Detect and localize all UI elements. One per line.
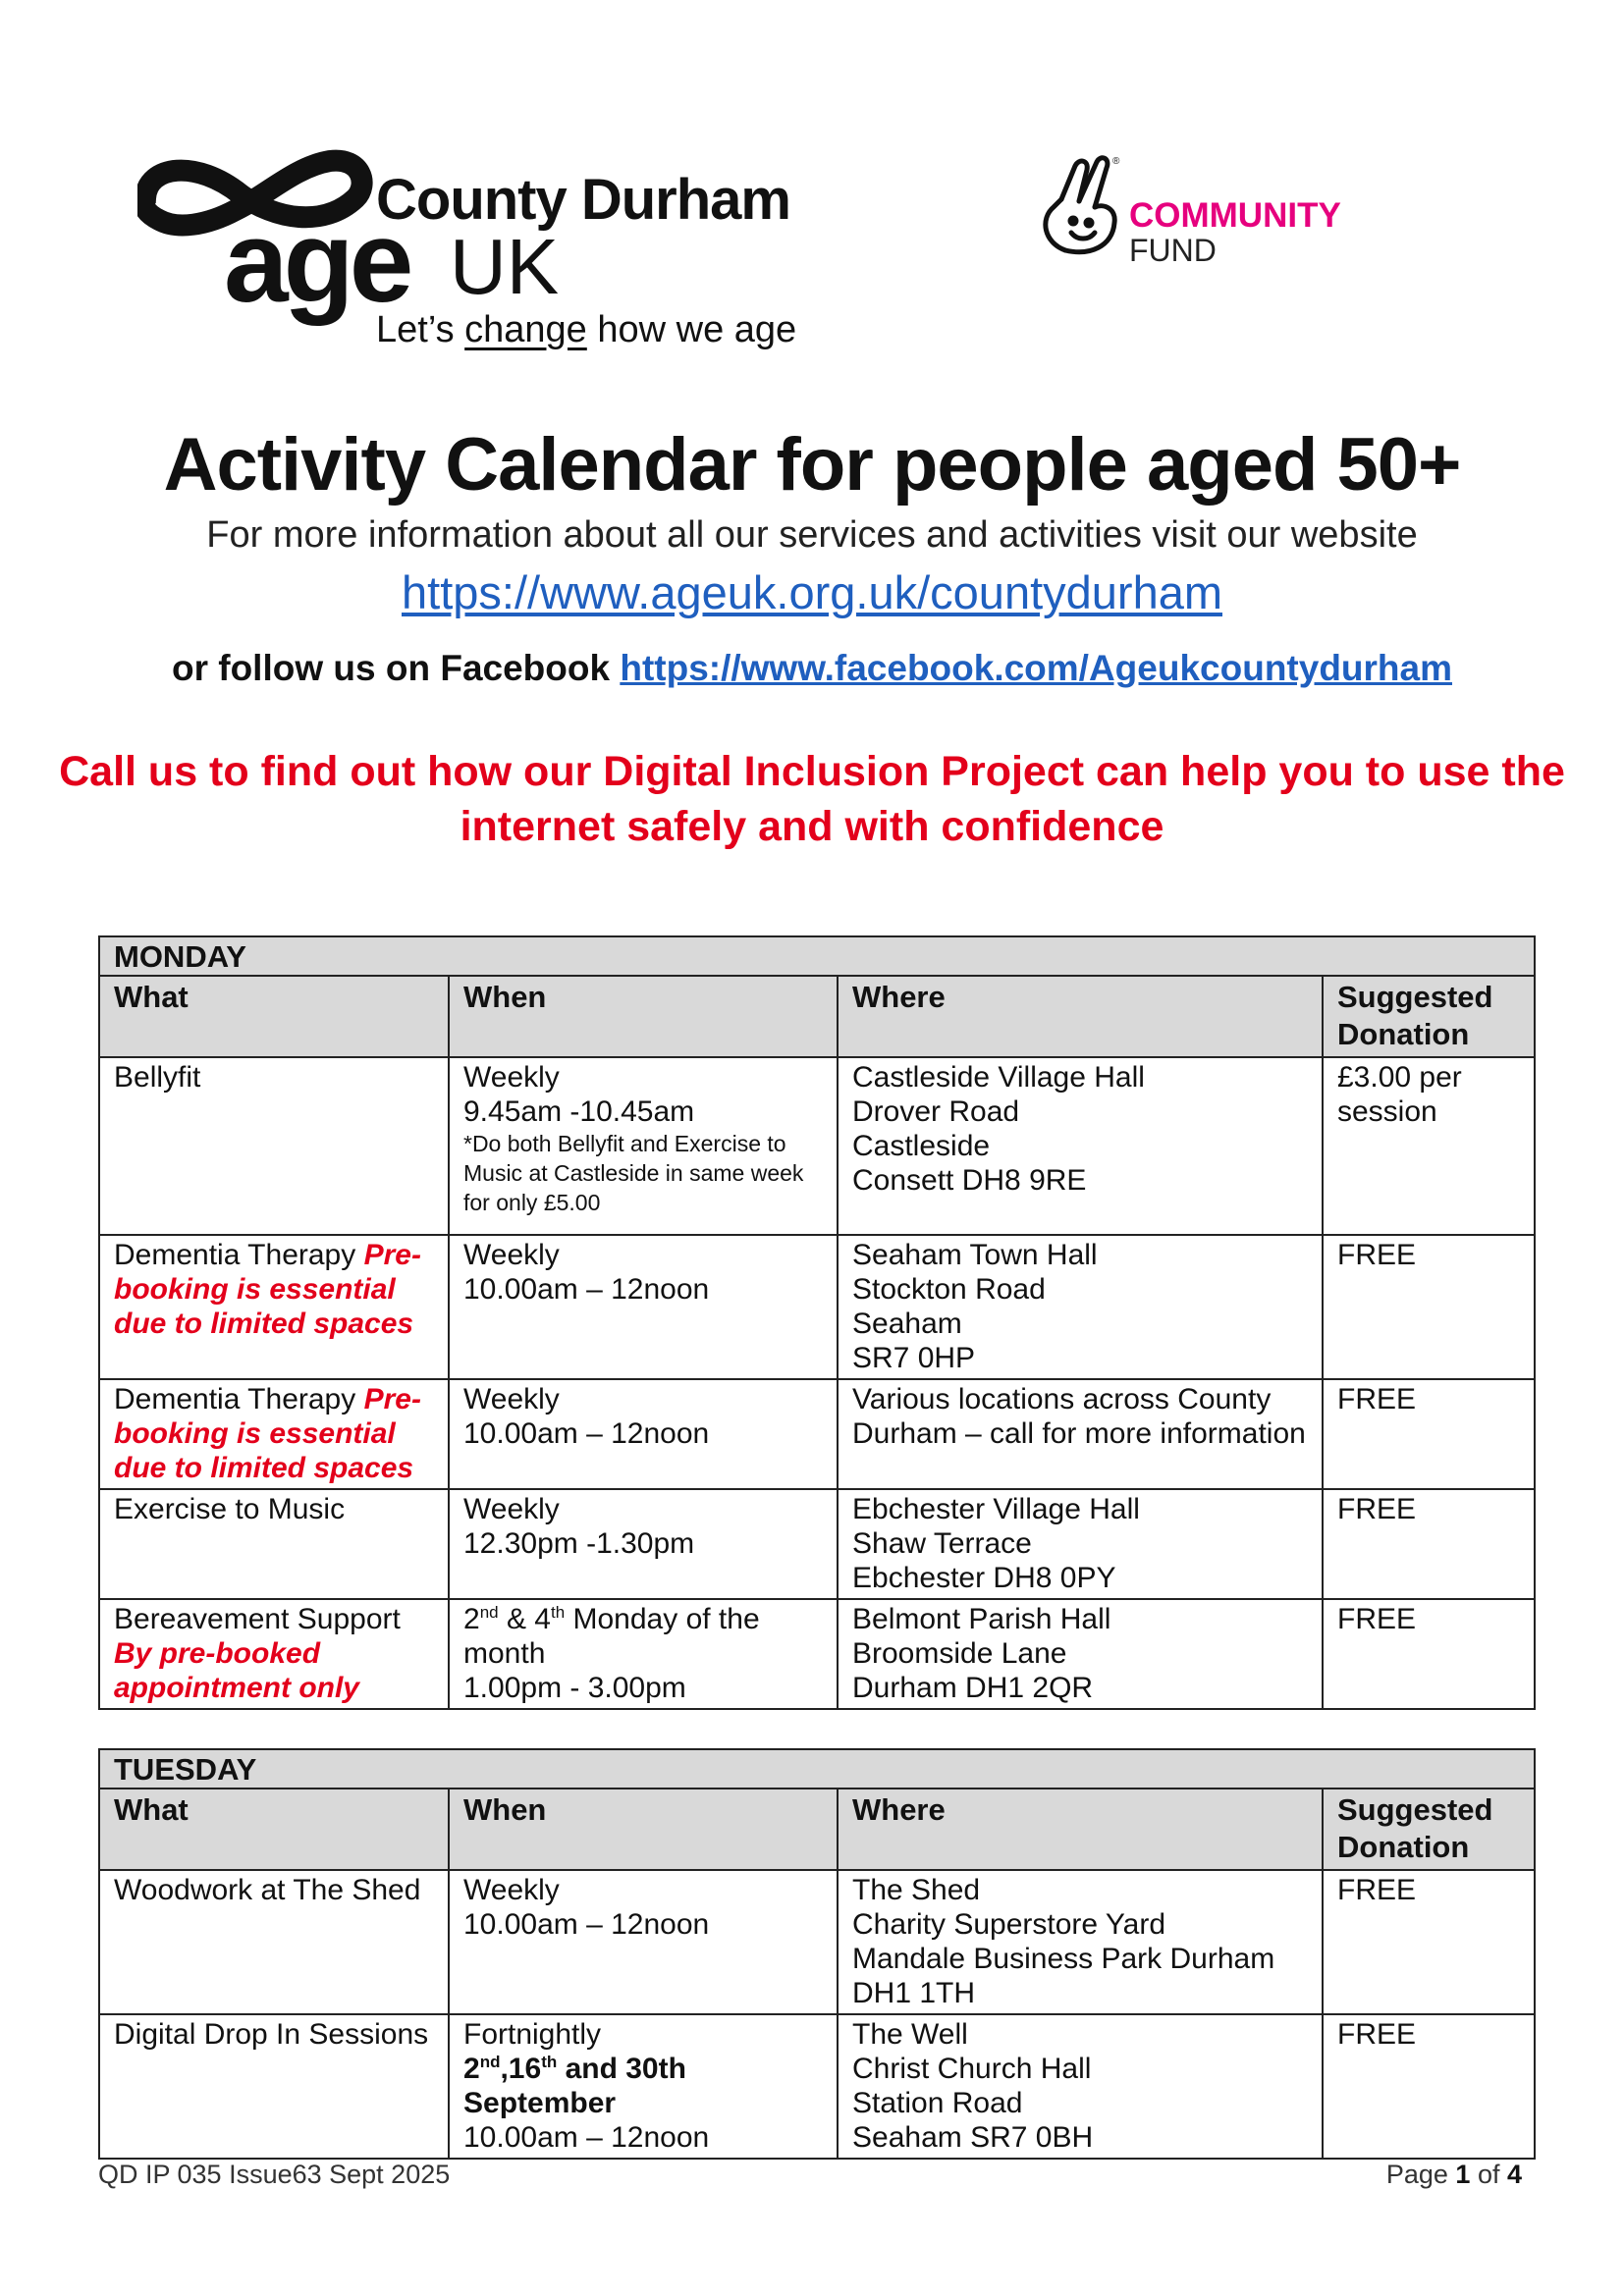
- cell-donation: £3.00 per session: [1323, 1057, 1535, 1235]
- cell-what: Bellyfit: [99, 1057, 449, 1235]
- cell-what: Dementia Therapy Pre-booking is essential due to limited spaces: [99, 1379, 449, 1489]
- age-uk-tagline: Let’s change how we age: [376, 309, 797, 350]
- cell-donation: FREE: [1323, 1489, 1535, 1599]
- column-header-row: [99, 976, 1535, 1057]
- col-where: Where: [838, 976, 1323, 1057]
- document-reference: QD IP 035 Issue63 Sept 2025: [98, 2160, 451, 2189]
- cell-when: Fortnightly 2nd,16th and 30th September 10.00am – 12noon: [449, 2014, 838, 2159]
- day-label: TUESDAY: [99, 1749, 1535, 1789]
- community-fund-line1: COMMUNITY: [1129, 196, 1341, 235]
- cell-donation: FREE: [1323, 1379, 1535, 1489]
- tuesday-table: [98, 1748, 1536, 2160]
- cell-donation: FREE: [1323, 1870, 1535, 2014]
- cell-what: Digital Drop In Sessions: [99, 2014, 449, 2159]
- cell-where: Ebchester Village Hall Shaw Terrace Ebchester DH8 0PY: [838, 1489, 1323, 1599]
- cell-when: Weekly 9.45am -10.45am *Do both Bellyfit and Exercise to Music at Castleside in same week for only £5.00: [449, 1057, 838, 1235]
- cell-where: Various locations across County Durham – call for more information: [838, 1379, 1323, 1489]
- community-fund-line2: FUND: [1129, 233, 1217, 268]
- table-row: [99, 1870, 1535, 2014]
- svg-text:®: ®: [1112, 156, 1120, 167]
- facebook-link[interactable]: https://www.facebook.com/Ageukcountydurham: [620, 648, 1453, 688]
- table-row: [99, 1057, 1535, 1235]
- website-link[interactable]: https://www.ageuk.org.uk/countydurham: [402, 566, 1222, 618]
- day-label: MONDAY: [99, 936, 1535, 976]
- table-row: [99, 1599, 1535, 1709]
- table-row: [99, 1379, 1535, 1489]
- table-row: [99, 1235, 1535, 1379]
- col-what: What: [99, 976, 449, 1057]
- cell-when: Weekly 10.00am – 12noon: [449, 1379, 838, 1489]
- cell-where: Belmont Parish Hall Broomside Lane Durham DH1 2QR: [838, 1599, 1323, 1709]
- cell-what: Bereavement Support By pre-booked appointment only: [99, 1599, 449, 1709]
- cell-donation: FREE: [1323, 1235, 1535, 1379]
- cell-where: Castleside Village Hall Drover Road Castleside Consett DH8 9RE: [838, 1057, 1323, 1235]
- cell-when: Weekly 10.00am – 12noon: [449, 1870, 838, 2014]
- age-uk-logo: [137, 137, 805, 358]
- age-uk-uk: UK: [450, 223, 560, 310]
- column-header-row: [99, 1789, 1535, 1870]
- col-donation: Suggested Donation: [1323, 976, 1535, 1057]
- combo-offer-note: *Do both Bellyfit and Exercise to Music at Castleside in same week for only £5.00: [463, 1131, 804, 1215]
- page-title: Activity Calendar for people aged 50+: [163, 423, 1461, 507]
- col-when: When: [449, 976, 838, 1057]
- appointment-note: By pre-booked appointment only: [114, 1637, 359, 1704]
- cell-what: Exercise to Music: [99, 1489, 449, 1599]
- facebook-line: [0, 648, 1624, 689]
- cell-when: 2nd & 4th Monday of the month 1.00pm - 3.00pm: [449, 1599, 838, 1709]
- monday-table: [98, 935, 1536, 1710]
- cell-where: The Shed Charity Superstore Yard Mandale Business Park Durham DH1 1TH: [838, 1870, 1323, 2014]
- prebooking-note: Pre-booking is essential due to limited spaces: [114, 1383, 421, 1484]
- day-header-row: [99, 1749, 1535, 1789]
- facebook-prefix: or follow us on Facebook: [171, 648, 621, 688]
- col-where: Where: [838, 1789, 1323, 1870]
- community-fund-text: [1129, 198, 1341, 266]
- crossed-fingers-icon: [1036, 152, 1129, 260]
- cell-donation: FREE: [1323, 1599, 1535, 1709]
- cell-where: Seaham Town Hall Stockton Road Seaham SR7 0HP: [838, 1235, 1323, 1379]
- cell-what: Dementia Therapy Pre-booking is essential due to limited spaces: [99, 1235, 449, 1379]
- col-donation: Suggested Donation: [1323, 1789, 1535, 1870]
- cell-where: The Well Christ Church Hall Station Road Seaham SR7 0BH: [838, 2014, 1323, 2159]
- col-when: When: [449, 1789, 838, 1870]
- col-what: What: [99, 1789, 449, 1870]
- table-row: [99, 2014, 1535, 2159]
- table-row: [99, 1489, 1535, 1599]
- digital-inclusion-callout: Call us to find out how our Digital Inclusion Project can help you to use the internet safely and with confidence: [59, 748, 1565, 850]
- age-uk-county: County Durham: [376, 168, 790, 232]
- cell-when: Weekly 12.30pm -1.30pm: [449, 1489, 838, 1599]
- cell-donation: FREE: [1323, 2014, 1535, 2159]
- page-number: Page 1 of 4: [1385, 2160, 1522, 2189]
- community-fund-logo: [1036, 147, 1370, 275]
- cell-what: Woodwork at The Shed: [99, 1870, 449, 2014]
- cell-when: Weekly 10.00am – 12noon: [449, 1235, 838, 1379]
- day-header-row: [99, 936, 1535, 976]
- info-text: For more information about all our services and activities visit our website: [206, 514, 1418, 556]
- prebooking-note: Pre-booking is essential due to limited spaces: [114, 1239, 421, 1340]
- age-uk-age: age: [224, 197, 409, 327]
